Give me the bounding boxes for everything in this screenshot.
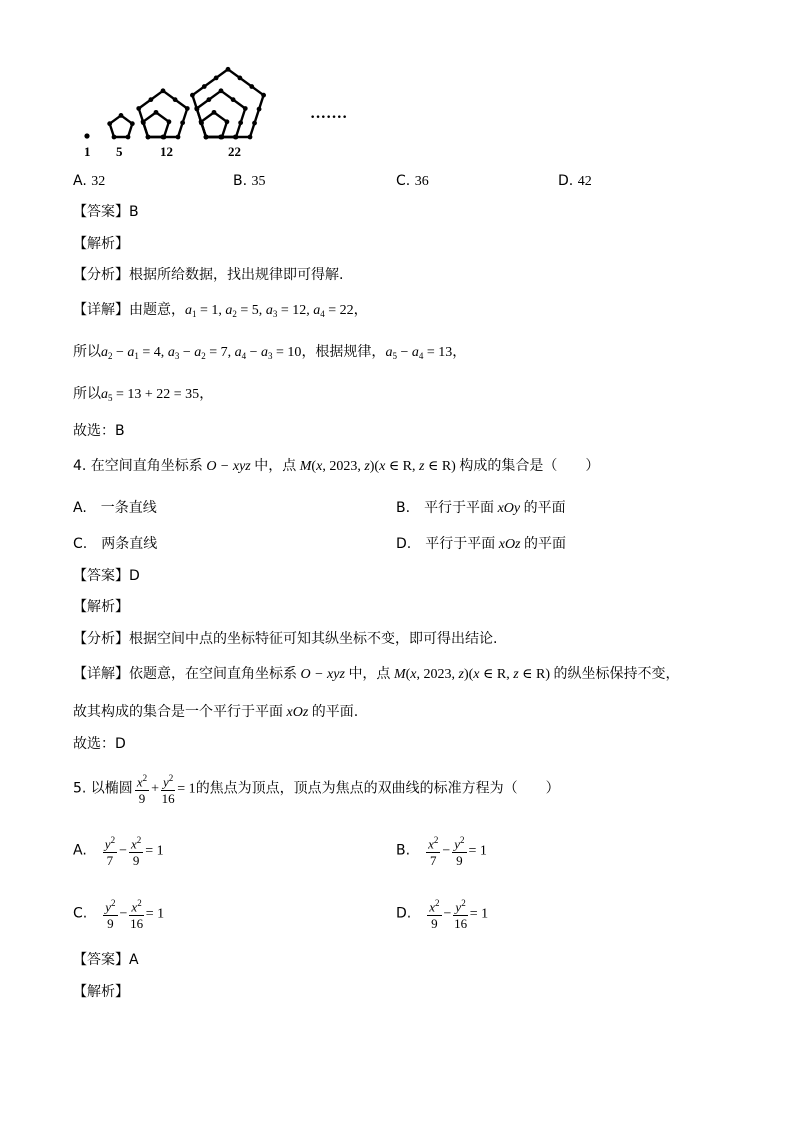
figure-dot xyxy=(225,119,230,124)
figure-dot xyxy=(148,97,153,102)
q3-fenxi: 【分析】根据所给数据，找出规律即可得解. xyxy=(73,267,344,283)
figure-dot xyxy=(119,113,124,118)
q4-option-b: B. 平行于平面 xOy 的平面 xyxy=(396,500,566,516)
figure-label-12: 12 xyxy=(160,144,173,159)
figure-dot xyxy=(219,88,224,93)
figure-dot xyxy=(248,135,253,140)
figure-dot xyxy=(257,107,262,112)
figure-ellipsis: ······· xyxy=(310,109,348,126)
q3-formula-rule: $a_5 - a_4 = 13$ xyxy=(385,345,453,361)
figure-dot xyxy=(167,119,172,124)
figure-label-1: 1 xyxy=(84,144,91,159)
q4-formula-system: O − xyz xyxy=(202,459,255,474)
figure-dot xyxy=(226,67,231,72)
q5-option-d: D. $\frac{x^2}{9}$ − $\frac{y^2}{16}$ = 1 xyxy=(396,895,488,933)
figure-dot xyxy=(252,121,257,126)
figure-dot xyxy=(238,120,243,125)
figure-dot xyxy=(206,97,211,102)
q5-frac-x2-9: $\frac{x^2}{9}$ xyxy=(135,770,149,807)
q4-formula-point-2: M(x, 2023, z)(x ∈ R, z ∈ R) xyxy=(390,667,551,682)
figure-dot xyxy=(146,135,151,140)
q3-conclusion: 故选：B xyxy=(73,423,125,439)
figure-dot xyxy=(180,120,185,125)
pentagonal-number-figure xyxy=(70,64,380,160)
q4-formula-xoz: xOz xyxy=(495,537,525,552)
figure-dot xyxy=(107,121,112,126)
figure-dot xyxy=(141,120,146,125)
figure-dot xyxy=(231,97,236,102)
q5-option-a: A. $\frac{y^2}{7}$ − $\frac{x^2}{9}$ = 1 xyxy=(73,832,164,870)
figure-dot xyxy=(154,110,159,115)
q5-stem: 5. 以椭圆 $\frac{x^2}{9}$ + $\frac{y^2}{16}$ = 1的焦点为顶点，顶点为焦点的双曲线的标准方程为（ ） xyxy=(73,770,560,808)
figure-dot xyxy=(136,106,141,111)
q3-option-d: D. 42 xyxy=(558,173,592,189)
q5-option-b: B. $\frac{x^2}{7}$ − $\frac{y^2}{9}$ = 1 xyxy=(396,832,487,870)
figure-dot xyxy=(261,93,266,98)
figure-dot xyxy=(161,88,166,93)
q3-xiangjie: 【详解】由题意，$a_1 = 1$, $a_2 = 5$, $a_3 = 12$, $a_4 = 22$， xyxy=(73,302,368,319)
q3-option-c: C. 36 xyxy=(396,173,429,189)
figure-dot xyxy=(161,135,166,140)
pentagon-size-3 xyxy=(139,91,188,137)
q3-formula-sequence: $a_1 = 1$, $a_2 = 5$, $a_3 = 12$, $a_4 = 22$ xyxy=(185,303,354,319)
q4-formula-point: M(x, 2023, z)(x ∈ R, z ∈ R) xyxy=(296,459,456,474)
q4-xiangjie: 【详解】依题意，在空间直角坐标系 O − xyz 中，点 M(x, 2023, z)(x ∈ R, z ∈ R) 的纵坐标保持不变， xyxy=(73,666,680,682)
q5-answer: 【答案】A xyxy=(73,952,139,968)
q3-formula-result: $a_5 = 13 + 22 = 35$ xyxy=(101,387,200,403)
q4-option-a: A. 一条直线 xyxy=(73,500,157,516)
q4-answer: 【答案】D xyxy=(73,568,140,584)
figure-dot xyxy=(218,135,223,140)
figure-dot xyxy=(173,97,178,102)
q5-frac-y2-16: $\frac{y^2}{16}$ xyxy=(161,770,175,807)
q4-fenxi: 【分析】根据空间中点的坐标特征可知其纵坐标不变，即可得出结论. xyxy=(73,631,498,647)
figure-dot xyxy=(214,76,219,81)
q4-conclusion: 故选：D xyxy=(73,736,126,752)
q4-formula-xoz-2: xOz xyxy=(283,705,312,720)
q3-answer: 【答案】B xyxy=(73,204,139,220)
q3-formula-differences: $a_2 - a_1 = 4$, $a_3 - a_2 = 7$, $a_4 - a_3 = 10$ xyxy=(101,345,302,361)
figure-dot xyxy=(185,106,190,111)
q4-formula-system-2: O − xyz xyxy=(297,667,349,682)
q3-option-a: A. 32 xyxy=(73,173,106,189)
figure-dot xyxy=(243,106,248,111)
q4-option-c: C. 两条直线 xyxy=(73,536,158,552)
figure-dot xyxy=(202,84,207,89)
figure-dot xyxy=(212,110,217,115)
figure-dot xyxy=(195,107,200,112)
q4-line2: 故其构成的集合是一个平行于平面 xOz 的平面. xyxy=(73,704,359,720)
figure-label-22: 22 xyxy=(228,144,241,159)
figure-dot xyxy=(199,121,204,126)
q4-formula-xoy: xOy xyxy=(494,501,524,516)
figure-dot xyxy=(204,135,209,140)
q3-jiexi: 【解析】 xyxy=(73,236,129,252)
q3-line3: 所以$a_5 = 13 + 22 = 35$， xyxy=(73,386,214,403)
figure-label-5: 5 xyxy=(116,144,123,159)
q4-option-d: D. 平行于平面 xOz 的平面 xyxy=(396,536,567,552)
figure-dot xyxy=(249,84,254,89)
q3-option-b: B. 35 xyxy=(233,173,266,189)
figure-dot xyxy=(126,135,131,140)
figure-dot xyxy=(130,121,135,126)
q5-jiexi: 【解析】 xyxy=(73,984,129,1000)
q4-stem: 4. 在空间直角坐标系 O − xyz 中，点 M(x, 2023, z)(x ∈ R, z ∈ R) 构成的集合是（ ） xyxy=(73,458,600,474)
figure-dot xyxy=(84,133,89,138)
pentagon-drawings xyxy=(84,67,266,140)
figure-dot xyxy=(233,135,238,140)
q3-line2: 所以$a_2 - a_1 = 4$, $a_3 - a_2 = 7$, $a_4 - a_3 = 10$，根据规律，$a_5 - a_4 = 13$， xyxy=(73,344,467,361)
figure-dot xyxy=(237,76,242,81)
q5-option-c: C. $\frac{y^2}{9}$ − $\frac{x^2}{16}$ = 1 xyxy=(73,895,164,933)
figure-dot xyxy=(112,135,117,140)
figure-dot xyxy=(176,135,181,140)
figure-dot xyxy=(190,93,195,98)
q4-jiexi: 【解析】 xyxy=(73,599,129,615)
pentagon-size-2 xyxy=(110,115,133,137)
